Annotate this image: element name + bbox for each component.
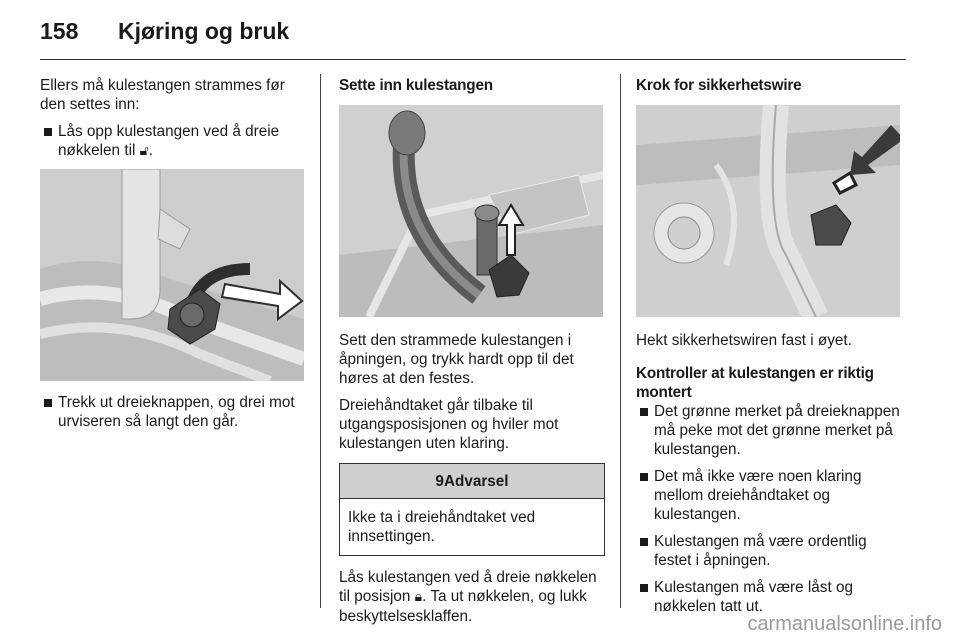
bullet-text: Det grønne merket på dreieknappen må peke mot det grønne merket på kulestangen.	[654, 403, 900, 458]
bullet-text: Lås opp kulestangen ved å dreie nøkkelen til	[58, 123, 280, 159]
bullet-text: Det må ikke være noen klaring mellom dreiehåndtaket og kulestangen.	[654, 468, 862, 523]
lock-icon: 🔒︎	[414, 589, 423, 605]
bullet-item	[636, 578, 904, 616]
warning-text: Ikke ta i dreiehåndtaket ved innsettingen.	[348, 509, 536, 545]
bullet-item	[636, 402, 904, 459]
bullet-text: Trekk ut dreieknappen, og drei mot urviseren så langt den går.	[58, 394, 295, 430]
paragraph-3-end: . Ta ut nøkkelen, og lukk beskyttelsesklaffen.	[339, 588, 587, 625]
section-heading-2: Kontroller at kulestangen er riktig montert	[636, 365, 874, 401]
paragraph-3-text: Lås kulestangen ved å dreie nøkkelen til posisjon	[339, 569, 597, 605]
paragraph-2: Dreiehåndtaket går tilbake til utgangsposisjonen og hviler mot kulestangen uten klaring.	[339, 397, 559, 452]
unlock-icon: 🔓︎	[139, 143, 149, 159]
paragraph-1: Sett den strammede kulestangen i åpningen, og trykk hardt opp til det høres at den festes.	[339, 332, 574, 387]
bullet-marker	[640, 584, 648, 592]
warning-icon: 9	[435, 473, 444, 490]
warning-header	[340, 464, 604, 499]
knob-illustration	[40, 169, 304, 381]
safety-wire-hook-illustration	[636, 105, 900, 317]
bullet-marker	[640, 408, 648, 416]
bullet-item: Lås opp kulestangen ved å dreie nøkkelen til 🔓︎.	[40, 122, 304, 161]
bullet-item	[40, 393, 304, 431]
page-title: Kjøring og bruk	[118, 18, 290, 44]
bullet-item	[636, 532, 904, 570]
page-header	[40, 18, 289, 45]
bullet-item	[636, 467, 904, 524]
towbar-illustration	[339, 105, 603, 317]
column-2	[339, 76, 605, 634]
page-number: 158	[40, 18, 79, 44]
bullet-marker	[44, 399, 52, 407]
bullet-marker	[44, 128, 52, 136]
column-1	[40, 76, 304, 439]
bullet-marker	[640, 538, 648, 546]
column-divider-2	[620, 74, 621, 608]
section-heading: Krok for sikkerhetswire	[636, 77, 802, 94]
bullet-text: Kulestangen må være låst og nøkkelen tatt ut.	[654, 579, 853, 615]
header-rule	[40, 59, 906, 60]
warning-box	[339, 463, 605, 556]
intro-text: Ellers må kulestangen strammes før den settes inn:	[40, 77, 285, 113]
section-heading: Sette inn kulestangen	[339, 77, 493, 94]
paragraph-3	[339, 568, 605, 626]
column-3	[636, 76, 904, 624]
column-divider-1	[320, 74, 321, 608]
paragraph-1: Hekt sikkerhetswiren fast i øyet.	[636, 332, 852, 349]
watermark: carmanualsonline.info	[747, 613, 942, 635]
warning-title: Advarsel	[443, 473, 509, 490]
bullet-text: Kulestangen må være ordentlig festet i åpningen.	[654, 533, 867, 569]
bullet-marker	[640, 473, 648, 481]
